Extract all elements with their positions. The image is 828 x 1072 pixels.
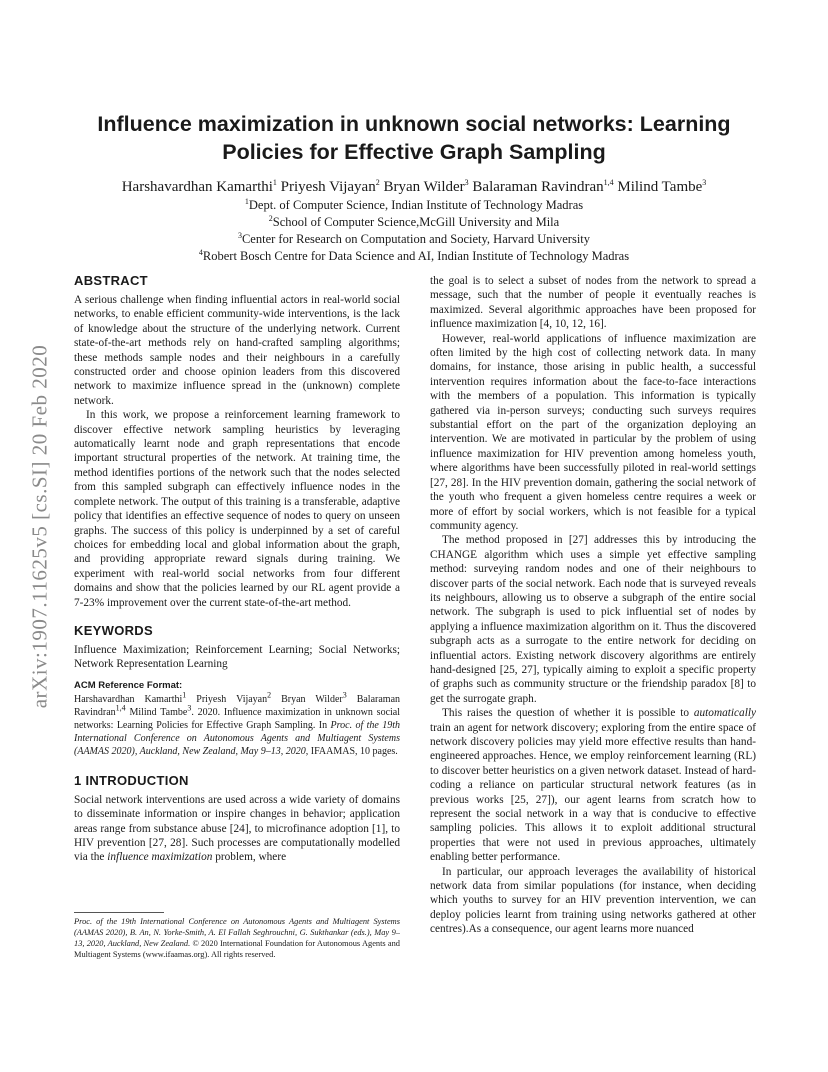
author: Bryan Wilder$^3$ bbox=[383, 178, 469, 195]
keywords-heading: KEYWORDS bbox=[74, 622, 153, 638]
body-paragraph: This raises the question of whether it is possible to automatically train an agent for network discovery; exploring from the entire space of network discovery policies may yield more effective results than hand-engineered approaches. Hence, we employ reinforcement learning (RL) to discover better heuristics on a given network dataset. Instead of hard-coding a reliance on particular structural network features (as in previous works [25, 27]), our agent learns from scratch how to represent the social network in a way that is conducive to effective sampling policies. This allows it to exploit additional structural properties that were not used in previous approaches, ultimately enabling better performance. bbox=[430, 707, 756, 864]
affiliation: $^1$Dept. of Computer Science, Indian Institute of Technology Madras bbox=[244, 196, 584, 212]
affiliation: $^4$Robert Bosch Centre for Data Science and AI, Indian Institute of Technology Madras bbox=[198, 247, 630, 263]
paper-title bbox=[74, 110, 754, 166]
acm-reference-heading: ACM Reference Format: bbox=[74, 679, 183, 691]
affiliation: $^2$School of Computer Science,McGill University and Mila bbox=[268, 213, 560, 229]
author: Balaraman Ravindran$^{1,4}$ bbox=[472, 178, 614, 195]
arxiv-identifier: arXiv:1907.11625v5 [cs.SI] 20 Feb 2020 bbox=[27, 344, 52, 708]
footnote: Proc. of the 19th International Conference on Autonomous Agents and Multiagent Systems (AAMAS 2020), B. An, N. Yorke-Smith, A. El Fallah Seghrouchni, G. Sukthankar (eds.), May 9–13, 2020, Auckland, New Zealand. © 2020 International Foundation for Autonomous Agents and Multiagent Systems (www.ifaamas.org). All rights reserved. bbox=[74, 917, 400, 959]
title-line-2: Policies for Effective Graph Sampling bbox=[222, 140, 606, 164]
introduction-heading: 1 INTRODUCTION bbox=[74, 772, 189, 788]
affiliation: $^3$Center for Research on Computation and Society, Harvard University bbox=[237, 230, 591, 246]
left-column bbox=[74, 272, 400, 865]
body-paragraph: the goal is to select a subset of nodes from the network to spread a message, such that the number of people it eventually reaches is maximized. Several algorithmic approaches have been proposed for influence maximization [4, 10, 12, 16]. bbox=[430, 275, 756, 331]
author: Harshavardhan Kamarthi$^1$ bbox=[121, 178, 277, 195]
acm-reference-text: Harshavardhan Kamarthi$^1$ Priyesh Vijayan$^2$ Bryan Wilder$^3$ Balaraman Ravindran$^{1,4}$ Milind Tambe$^3$. 2020. Influence maximization in unknown social networks: Learning Policies for Effective Graph Sampling. In Proc. of the 19th International Conference on Autonomous Agents and Multiagent Systems (AAMAS 2020), Auckland, New Zealand, May 9–13, 2020, IFAAMAS, 10 pages. bbox=[74, 690, 401, 757]
abstract-paragraph: A serious challenge when finding influential actors in real-world social networks, to enable efficient community-wide interventions, is the lack of knowledge about the structure of the underlying network. Current state-of-the-art methods rely on hand-crafted sampling algorithms; these methods sample nodes and their neighbours in a carefully constructed order and choose opinion leaders from this discovered network to maximize influence spread in the (unknown) complete network. bbox=[74, 294, 400, 407]
footnote-rule bbox=[74, 912, 164, 913]
author-list bbox=[74, 178, 754, 197]
abstract-heading: ABSTRACT bbox=[74, 273, 148, 288]
right-column bbox=[430, 274, 756, 937]
body-paragraph: In particular, our approach leverages the availability of historical network data from similar populations (for instance, when deciding which youths to survey for an HIV prevention intervention, we can deploy policies learnt from training using networks gathered at other centres).As a consequence, our agent learns more nuanced bbox=[430, 865, 756, 936]
keywords-text: Influence Maximization; Reinforcement Learning; Social Networks; Network Representation Learning bbox=[74, 643, 400, 671]
author: Priyesh Vijayan$^2$ bbox=[280, 178, 380, 195]
title-line-1: Influence maximization in unknown social networks: Learning bbox=[97, 112, 731, 136]
body-paragraph: However, real-world applications of influence maximization are often limited by the high cost of collecting network data. In many domains, for instance, those arising in public health, a successful intervention requires information about the face-to-face interactions with the members of a population. This information is typically gathered via in-person surveys; conducting such surveys requires substantial effort on the part of the organization deploying an intervention. We are motivated in particular by the problem of using influence maximization for HIV prevention among homeless youth, where algorithms have been successfully piloted in real-world settings [27, 28]. In the HIV prevention domain, gathering the social network of the youth who frequent a given homeless centre requires a week or more of effort by social workers, which is not feasible for a typical community agency. bbox=[430, 332, 756, 532]
author: Milind Tambe$^3$ bbox=[617, 178, 707, 195]
abstract-paragraph: In this work, we propose a reinforcement learning framework to discover effective network sampling heuristics by leveraging automatically learnt node and graph representations that encode important structural properties of the network. At training time, the method identifies portions of the network such that the nodes selected from this sampled subgraph can effectively influence nodes in the complete network. The output of this training is a transferable, adaptive policy that identifies an effective sequence of nodes to query on unseen graphs. The success of this policy is underpinned by a set of careful choices for embedding local and global information about the graph, and providing appropriate reward signals during training. We experiment with real-world social networks from four different domains and show that the policies learned by our RL agent provide a 7-23% improvement over the current state-of-the-art method. bbox=[74, 409, 400, 609]
body-paragraph: The method proposed in [27] addresses this by introducing the CHANGE algorithm which uses a simple yet effective sampling method: surveying random nodes and one of their neighbours to discover parts of the social network. Each node that is surveyed reveals its neighbours, allowing us to observe a subgraph of the entire social network. The subgraph is used to pick influential set of nodes by applying a influence maximization algorithm on it. Thus the discovered subgraph acts as a surrogate to the entire network for deciding on influential actors. Existing network discovery algorithms are entirely hand-designed [25, 27], typically aiming to exploit a specific property of graphs such as community structure or the friendship paradox [8] to get the surrogate graph. bbox=[430, 534, 756, 705]
intro-paragraph: Social network interventions are used across a wide variety of domains to disseminate information or inspire changes in behavior; application areas range from substance abuse [24], to microfinance adoption [1], to HIV prevention [27, 28]. Such processes are computationally modelled via the influence maximization problem, where bbox=[74, 793, 400, 864]
arxiv-side-stamp bbox=[8, 296, 72, 756]
